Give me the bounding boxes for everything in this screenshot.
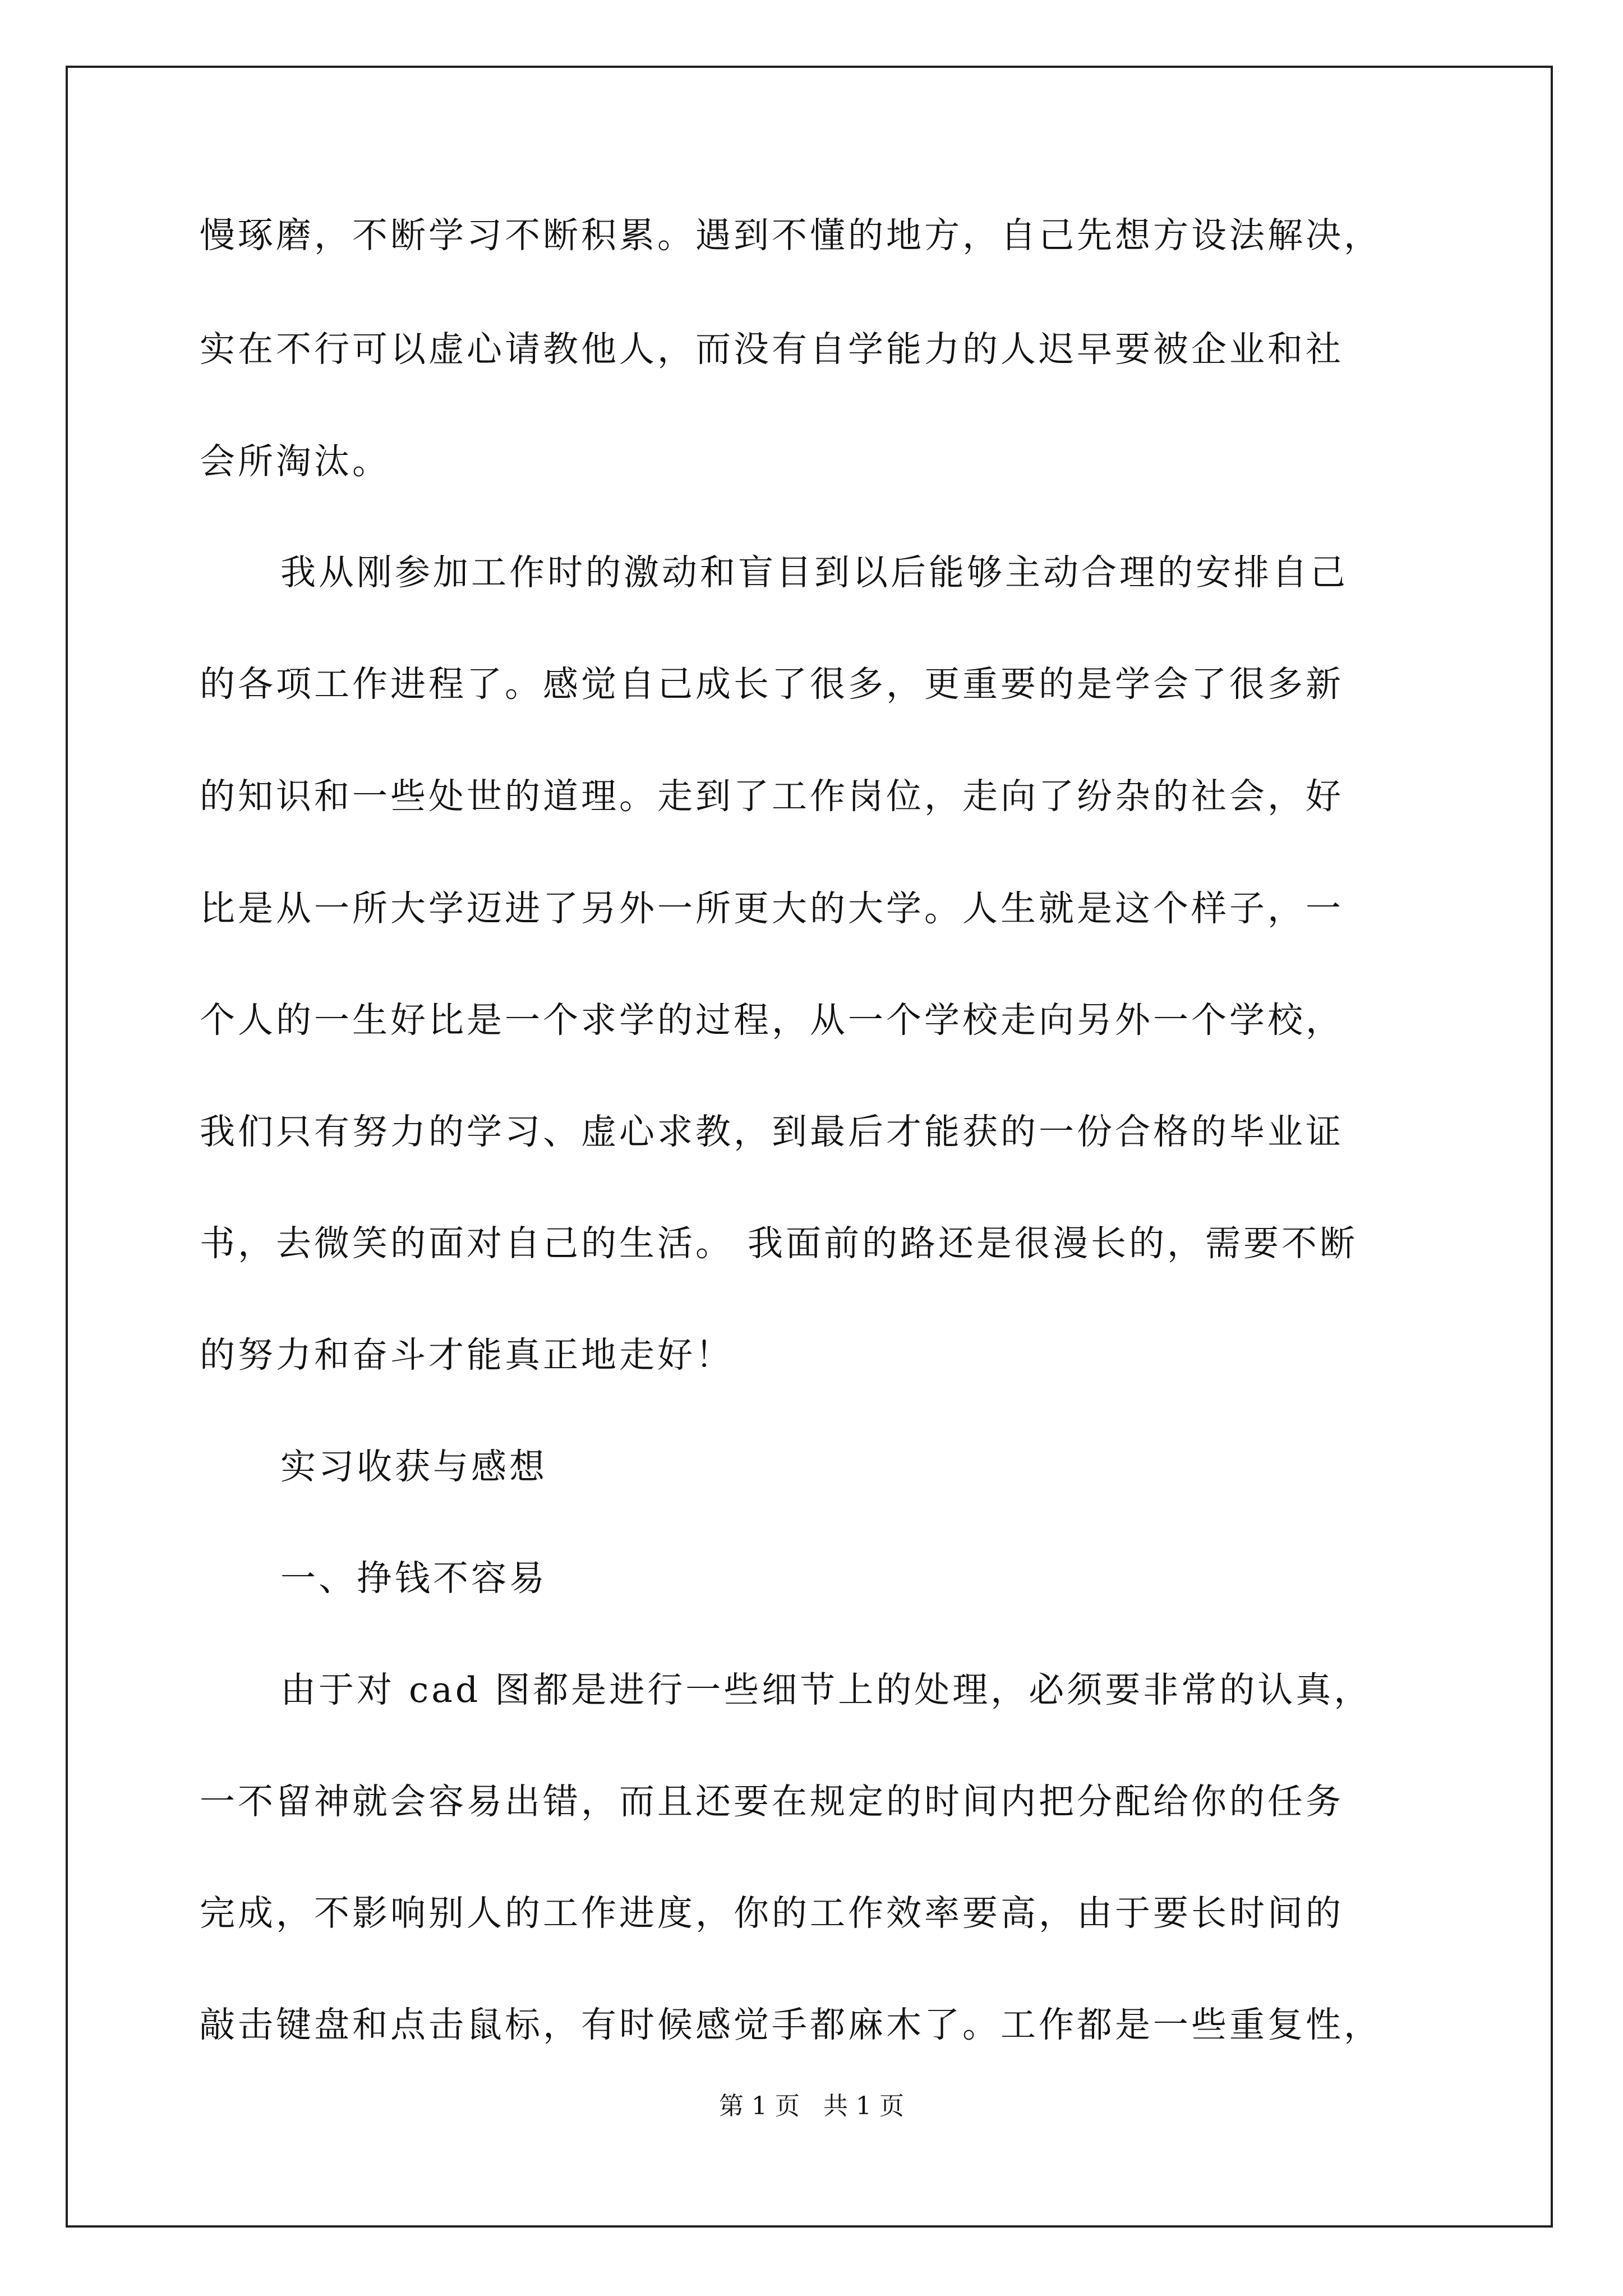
text-line: 会所淘汰。 [200,441,390,482]
text-line: 完成，不影响别人的工作进度，你的工作效率要高，由于要长时间的 [200,1893,1344,1934]
subsection-heading: 一、挣钱不容易 [280,1558,547,1599]
text-line: 一不留神就会容易出错，而且还要在规定的时间内把分配给你的任务 [200,1781,1344,1822]
text-line: 的知识和一些处世的道理。走到了工作岗位，走向了纷杂的社会，好 [200,776,1344,817]
paragraph-start-line: 我从刚参加工作时的激动和盲目到以后能够主动合理的安排自己 [280,552,1348,593]
text-line: 慢琢磨，不断学习不断积累。遇到不懂的地方，自己先想方设法解决， [200,215,1382,256]
text-line: 的各项工作进程了。感觉自己成长了很多，更重要的是学会了很多新 [200,664,1344,705]
text-line: 比是从一所大学迈进了另外一所更大的大学。人生就是这个样子，一 [200,888,1344,929]
text-line: 敲击键盘和点击鼠标，有时候感觉手都麻木了。工作都是一些重复性， [200,2004,1382,2045]
text-line: 的努力和奋斗才能真正地走好！ [200,1335,734,1375]
section-heading: 实习收获与感想 [280,1446,547,1487]
text-line: 书，去微笑的面对自己的生活。 我面前的路还是很漫长的，需要不断 [200,1223,1358,1264]
text-line: 我们只有努力的学习、虚心求教，到最后才能获的一份合格的毕业证 [200,1111,1344,1152]
paragraph-start-line: 由于对 cad 图都是进行一些细节上的处理，必须要非常的认真， [280,1669,1372,1710]
page-number-footer: 第 1 页 共 1 页 [719,2092,904,2120]
text-line: 实在不行可以虚心请教他人，而没有自学能力的人迟早要被企业和社 [200,329,1344,370]
text-line: 个人的一生好比是一个求学的过程，从一个学校走向另外一个学校， [200,1000,1344,1041]
